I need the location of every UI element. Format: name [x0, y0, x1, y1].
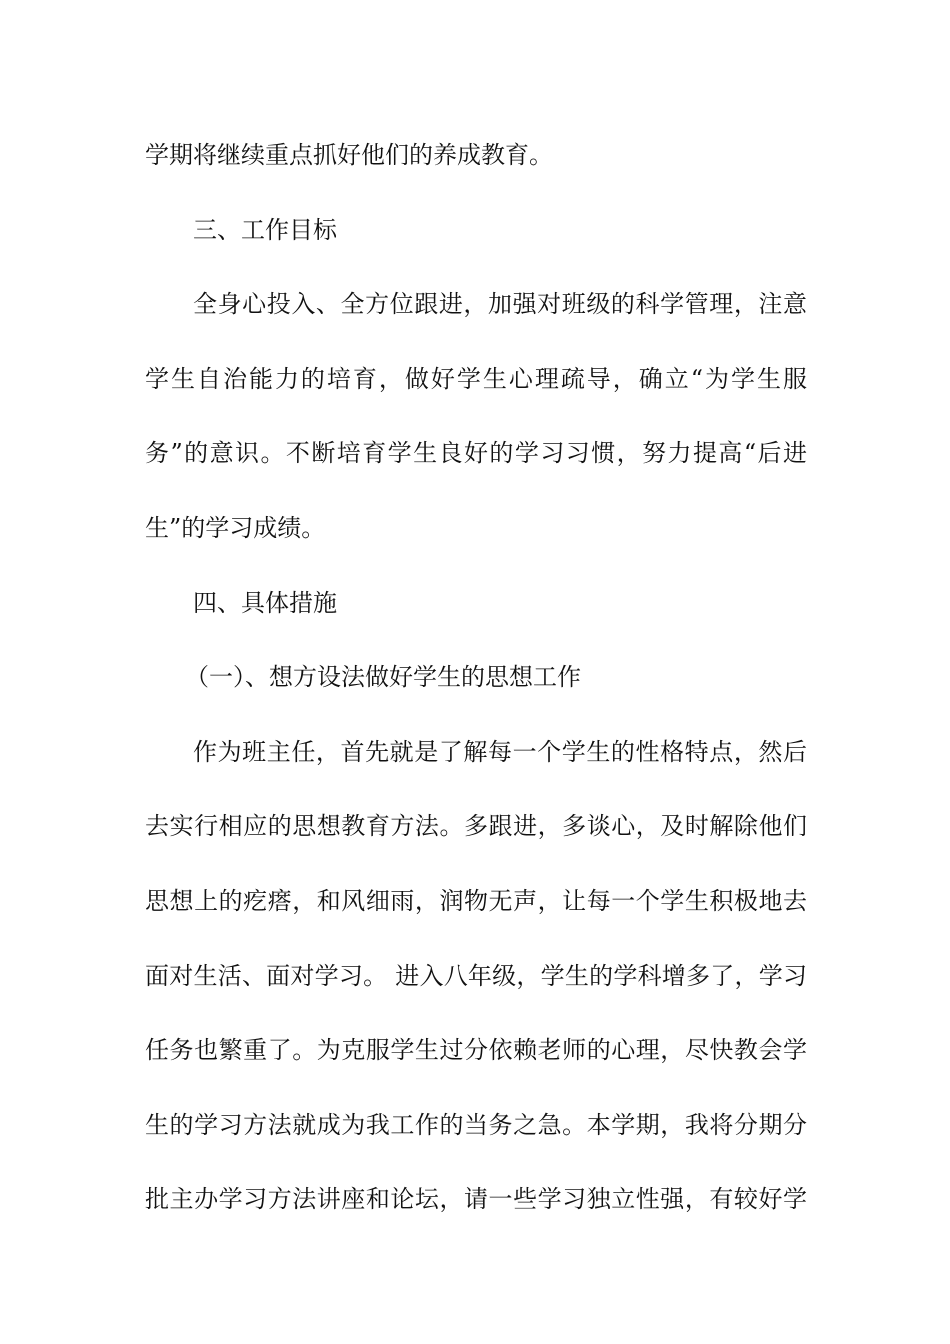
paragraph-line: 思想上的疙瘩，和风细雨，润物无声，让每一个学生积极地去: [145, 886, 807, 915]
paragraph-line: 全身心投入、全方位跟进，加强对班级的科学管理，注意: [193, 290, 807, 319]
section-heading-work-goals: 三、工作目标: [193, 215, 337, 244]
paragraph-line: 任务也繁重了。为克服学生过分依赖老师的心理，尽快教会学: [145, 1036, 807, 1065]
section-heading-measures: 四、具体措施: [193, 588, 337, 617]
paragraph-line: 作为班主任，首先就是了解每一个学生的性格特点，然后: [193, 737, 807, 766]
paragraph-line: 生”的学习成绩。: [145, 513, 326, 542]
paragraph-line: 学生自治能力的培育，做好学生心理疏导，确立“为学生服: [145, 364, 807, 393]
paragraph-line: 批主办学习方法讲座和论坛，请一些学习独立性强，有较好学: [145, 1185, 807, 1214]
subsection-heading: （一）、想方设法做好学生的思想工作: [185, 663, 581, 692]
paragraph-line: 生的学习方法就成为我工作的当务之急。本学期，我将分期分: [145, 1110, 807, 1139]
document-body: [145, 125, 807, 1244]
paragraph-line: 面对生活、面对学习。 进入八年级，学生的学科增多了，学习: [145, 961, 807, 990]
paragraph-line: 务”的意识。不断培育学生良好的学习习惯，努力提高“后进: [145, 439, 807, 468]
paragraph-continuation-line: 学期将继续重点抓好他们的养成教育。: [145, 141, 553, 169]
paragraph-line: 去实行相应的思想教育方法。多跟进，多谈心，及时解除他们: [145, 812, 807, 841]
